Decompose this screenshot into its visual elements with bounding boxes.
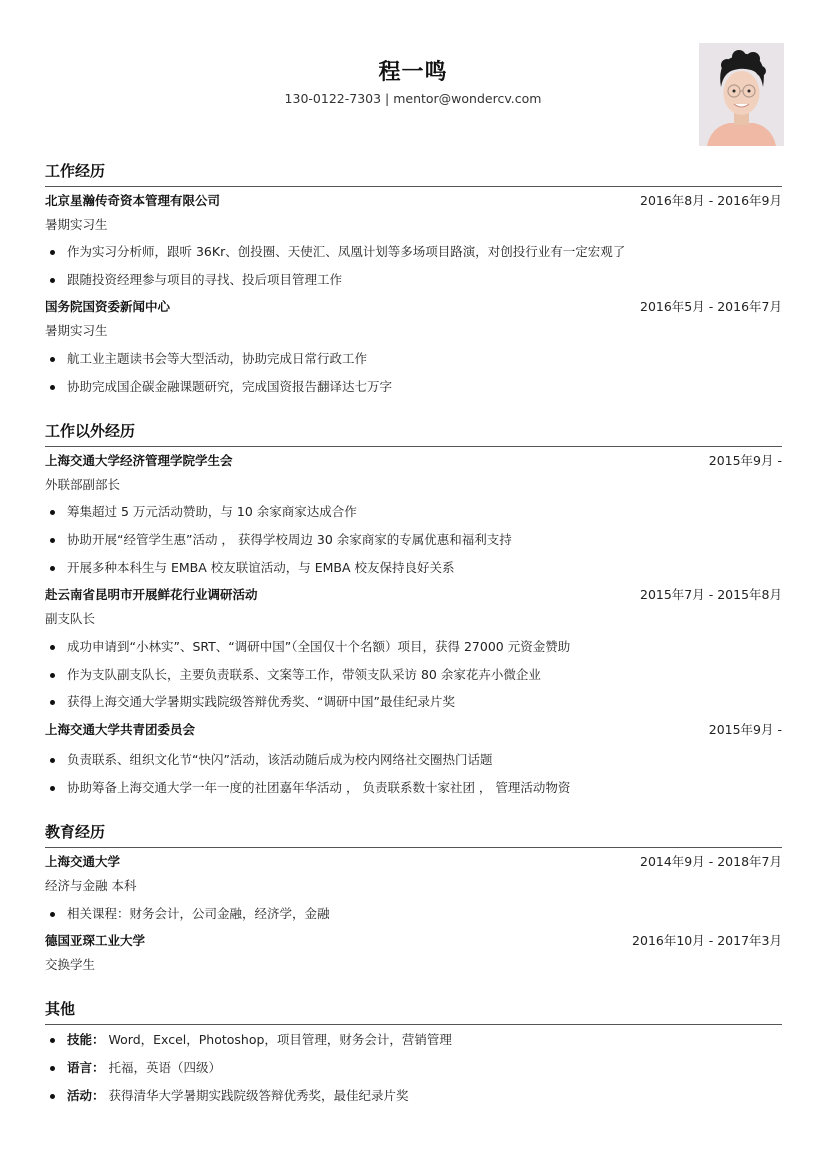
list-item: 开展多种本科生与 EMBA 校友联谊活动，与 EMBA 校友保持良好关系 — [45, 559, 804, 577]
section-extra — [45, 420, 782, 795]
entry-header — [45, 452, 782, 470]
section-title: 教育经历 — [45, 821, 782, 848]
entry-header — [45, 853, 782, 871]
list-item — [45, 1031, 804, 1049]
date-range: 2016年5月 - 2016年7月 — [640, 299, 782, 314]
date-range: 2015年7月 - 2015年8月 — [640, 587, 782, 602]
list-item: 相关课程：财务会计，公司金融，经济学，金融 — [45, 905, 804, 923]
candidate-name: 程一鸣 — [378, 60, 448, 85]
list-item: 筹集超过 5 万元活动赞助，与 10 余家商家达成合作 — [45, 503, 804, 521]
org-name: 上海交通大学经济管理学院学生会 — [45, 453, 233, 468]
list-item: 协助筹备上海交通大学一年一度的社团嘉年华活动 ， 负责联系数十家社团 ， 管理活动物资 — [45, 779, 804, 797]
date-range: 2016年10月 - 2017年3月 — [632, 933, 782, 948]
item-label: 技能： — [67, 1032, 105, 1047]
list-item: 协助完成国企碳金融课题研究，完成国资报告翻译达七万字 — [45, 378, 804, 396]
item-text: 托福，英语（四级） — [108, 1060, 222, 1075]
list-item — [45, 1087, 804, 1105]
degree: 经济与金融 本科 — [45, 878, 137, 893]
section-title: 工作经历 — [45, 160, 782, 187]
date-range: 2014年9月 - 2018年7月 — [640, 854, 782, 869]
section-title: 其他 — [45, 998, 782, 1025]
section-other — [45, 998, 782, 1103]
role-title: 暑期实习生 — [45, 217, 108, 232]
degree: 交换学生 — [45, 957, 96, 972]
org-name: 北京星瀚传奇资本管理有限公司 — [45, 193, 221, 208]
list-item — [45, 1059, 804, 1077]
list-item: 协助开展“经管学生惠”活动 ， 获得学校周边 30 余家商家的专属优惠和福利支持 — [45, 531, 804, 549]
role-title: 外联部副部长 — [45, 477, 121, 492]
section-title: 工作以外经历 — [45, 420, 782, 447]
list-item: 作为实习分析师，跟听 36Kr、创投圈、天使汇、凤凰计划等多场项目路演，对创投行业有一定宏观了 — [45, 243, 804, 261]
role-title: 暑期实习生 — [45, 323, 108, 338]
list-item: 作为支队副支队长，主要负责联系、文案等工作，带领支队采访 80 余家花卉小微企业 — [45, 666, 804, 684]
org-name: 国务院国资委新闻中心 — [45, 299, 171, 314]
org-name: 上海交通大学共青团委员会 — [45, 722, 196, 737]
item-label: 语言： — [67, 1060, 105, 1075]
resume-header — [0, 0, 826, 150]
org-name: 赴云南省昆明市开展鲜花行业调研活动 — [45, 587, 258, 602]
list-item: 获得上海交通大学暑期实践院级答辩优秀奖、“调研中国”最佳纪录片奖 — [45, 693, 804, 711]
list-item: 成功申请到“小林实”、SRT、“调研中国”（全国仅十个名额）项目，获得 27000 元资金赞助 — [45, 638, 804, 656]
entry-header — [45, 298, 782, 316]
entry-header — [45, 192, 782, 210]
org-name: 德国亚琛工业大学 — [45, 933, 146, 948]
list-item: 航工业主题读书会等大型活动，协助完成日常行政工作 — [45, 350, 804, 368]
item-text: 获得清华大学暑期实践院级答辩优秀奖，最佳纪录片奖 — [108, 1088, 409, 1103]
list-item: 跟随投资经理参与项目的寻找、投后项目管理工作 — [45, 271, 804, 289]
item-label: 活动： — [67, 1088, 105, 1103]
entry-header — [45, 586, 782, 604]
profile-photo — [699, 43, 784, 146]
section-education — [45, 821, 782, 972]
role-title: 副支队长 — [45, 611, 96, 626]
list-item: 负责联系、组织文化节“快闪”活动，该活动随后成为校内网络社交圈热门话题 — [45, 751, 804, 769]
org-name: 上海交通大学 — [45, 854, 121, 869]
contact-info: 130-0122-7303 | mentor@wondercv.com — [284, 91, 542, 106]
entry-header — [45, 721, 782, 739]
date-range: 2016年8月 - 2016年9月 — [640, 193, 782, 208]
date-range: 2015年9月 - — [708, 453, 782, 468]
item-text: Word，Excel，Photoshop，项目管理，财务会计，营销管理 — [108, 1032, 452, 1047]
date-range: 2015年9月 - — [708, 722, 782, 737]
section-work — [45, 160, 782, 394]
entry-header — [45, 932, 782, 950]
